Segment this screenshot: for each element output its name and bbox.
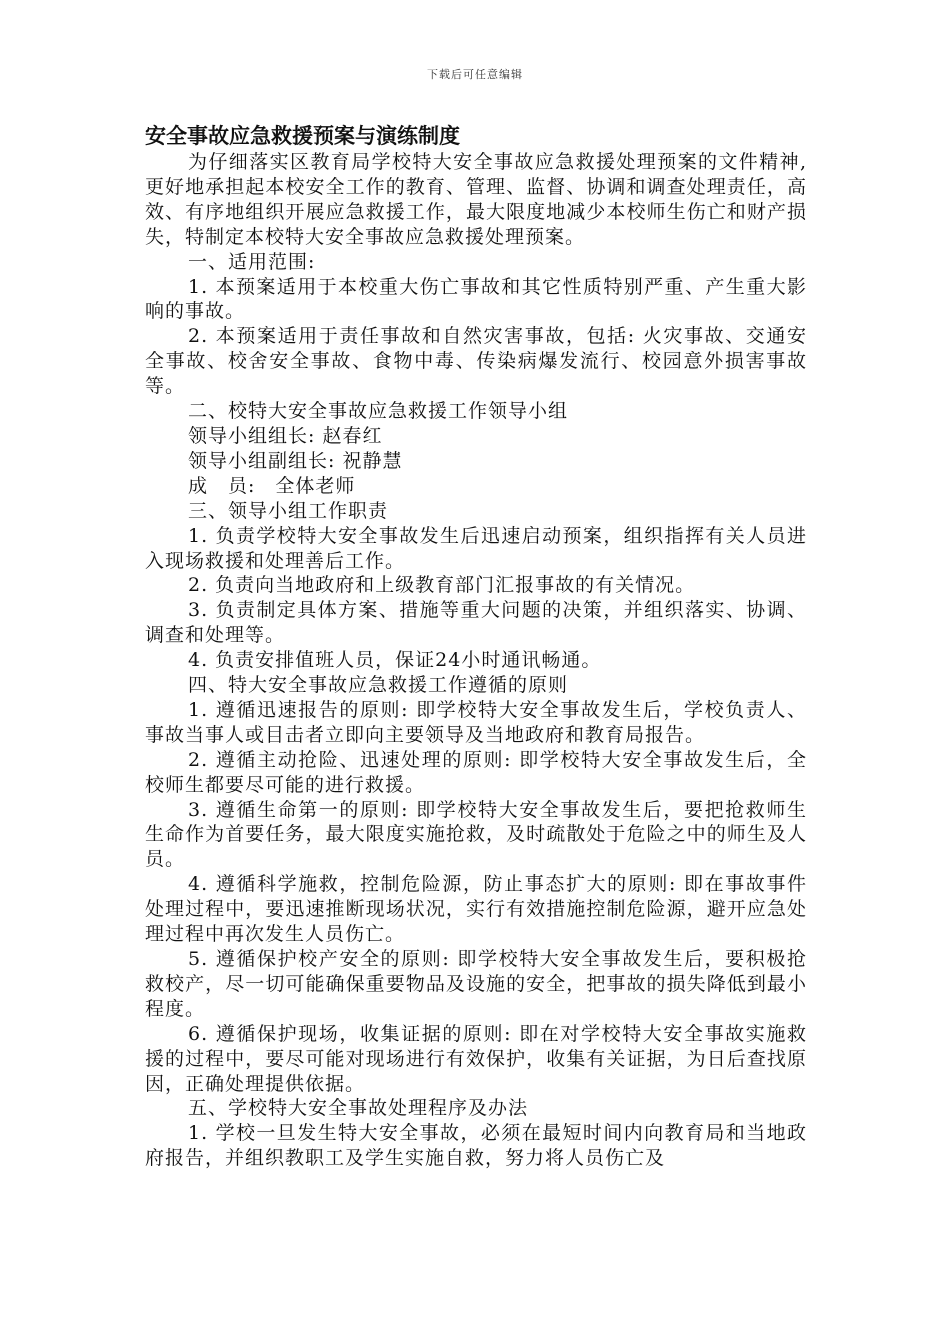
paragraph: 3. 负责制定具体方案、措施等重大问题的决策，并组织落实、协调、调查和处理等。 xyxy=(145,599,807,647)
paragraph: 3. 遵循生命第一的原则: 即学校特大安全事故发生后，要把抢救师生生命作为首要任务，最大限度实施抢救，及时疏散处于危险之中的师生及人员。 xyxy=(145,798,807,871)
paragraph: 为仔细落实区教育局学校特大安全事故应急救援处理预案的文件精神,更好地承担起本校安全工作的教育、管理、监督、协调和调查处理责任，高效、有序地组织开展应急救援工作，最大限度地减少本校师生伤亡和财产损失，特制定本校特大安全事故应急救援处理预案。 xyxy=(145,151,807,248)
paragraph: 6. 遵循保护现场，收集证据的原则: 即在对学校特大安全事故实施救援的过程中，要尽可能对现场进行有效保护，收集有关证据，为日后查找原因，正确处理提供依据。 xyxy=(145,1022,807,1095)
paragraph: 五、学校特大安全事故处理程序及办法 xyxy=(188,1097,529,1120)
paragraph: 2. 遵循主动抢险、迅速处理的原则: 即学校特大安全事故发生后，全校师生都要尽可能的进行救援。 xyxy=(145,748,807,796)
paragraph: 1. 负责学校特大安全事故发生后迅速启动预案，组织指挥有关人员进入现场救援和处理善后工作。 xyxy=(145,524,807,572)
paragraph: 领导小组副组长: 祝静慧 xyxy=(188,449,403,472)
paragraph: 一、适用范围: xyxy=(188,250,316,273)
paragraph: 2. 本预案适用于责任事故和自然灾害事故，包括: 火灾事故、交通安全事故、校舍安全事故、食物中毒、传染病爆发流行、校园意外损害事故等。 xyxy=(145,325,807,398)
paragraph: 领导小组组长: 赵春红 xyxy=(188,424,383,447)
paragraph-list xyxy=(145,150,807,1171)
paragraph: 1. 遵循迅速报告的原则: 即学校特大安全事故发生后，学校负责人、事故当事人或目击者立即向主要领导及当地政府和教育局报告。 xyxy=(145,698,807,746)
paragraph: 成 员: 全体老师 xyxy=(188,474,356,497)
page-header-note: 下载后可任意编辑 xyxy=(427,68,523,81)
paragraph: 4. 负责安排值班人员，保证24小时通讯畅通。 xyxy=(188,649,602,672)
document-title: 安全事故应急救援预案与演练制度 xyxy=(145,124,460,148)
paragraph: 4. 遵循科学施救，控制危险源，防止事态扩大的原则: 即在事故事件处理过程中，要迅速推断现场状况，实行有效措施控制危险源，避开应急处理过程中再次发生人员伤亡。 xyxy=(145,873,807,946)
paragraph: 5. 遵循保护校产安全的原则: 即学校特大安全事故发生后，要积极抢救校产，尽一切可能确保重要物品及设施的安全，把事故的损失降低到最小程度。 xyxy=(145,948,807,1020)
paragraph: 2. 负责向当地政府和上级教育部门汇报事故的有关情况。 xyxy=(188,574,696,597)
document-body xyxy=(145,122,807,1171)
paragraph: 四、特大安全事故应急救援工作遵循的原则 xyxy=(188,674,569,697)
paragraph: 二、校特大安全事故应急救援工作领导小组 xyxy=(188,400,569,423)
paragraph: 三、领导小组工作职责 xyxy=(188,499,389,522)
paragraph: 1. 学校一旦发生特大安全事故，必须在最短时间内向教育局和当地政府报告，并组织教职工及学生实施自救，努力将人员伤亡及 xyxy=(145,1122,807,1170)
paragraph: 1. 本预案适用于本校重大伤亡事故和其它性质特别严重、产生重大影响的事故。 xyxy=(145,275,807,323)
